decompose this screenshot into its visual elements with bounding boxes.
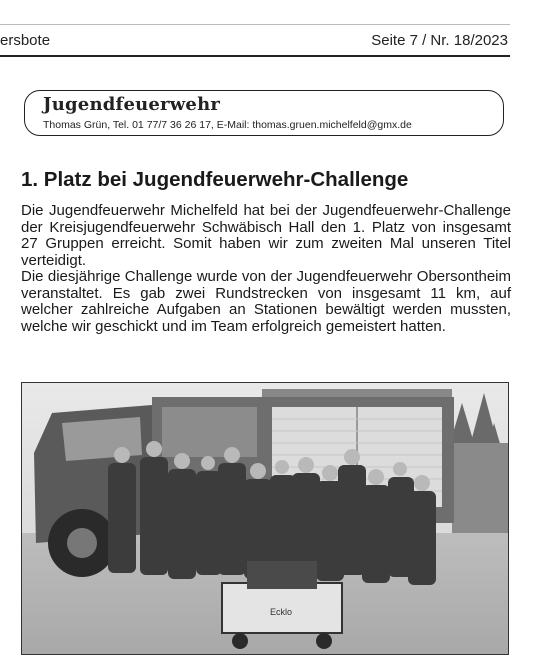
section-header-box	[24, 90, 504, 136]
article-paragraph: Die diesjährige Challenge wurde von der Jugendfeuerwehr Obersontheim veranstaltet. Es gab zwei Rundstrecken von insgesamt 11 km, auf welcher zahlreiche Aufgaben an Stationen bewältigt werden mussten, welche wir geschickt und im Team erfolgreich gemeistert hatten.	[21, 268, 511, 335]
cart-label: Ecklo	[270, 607, 293, 617]
publication-name: ersbote	[0, 32, 51, 49]
header-rule	[0, 55, 510, 57]
article-body	[21, 203, 511, 335]
group-photo	[21, 382, 509, 655]
section-contact: Thomas Grün, Tel. 01 77/7 36 26 17, E-Mail: thomas.gruen.michelfeld@gmx.de	[43, 119, 412, 131]
article-headline: 1. Platz bei Jugendfeuerwehr-Challenge	[21, 168, 409, 191]
header-top-rule	[0, 24, 510, 25]
photo-illustration	[22, 383, 509, 655]
article-paragraph: Die Jugendfeuerwehr Michelfeld hat bei der Jugendfeuerwehr-Challenge der Kreisjugendfeuerwehr Schwäbisch Hall den 1. Platz von insgesamt 27 Gruppen erreicht. Somit haben wir zum zweiten Mal unseren Titel verteidigt.	[21, 202, 511, 269]
section-title: Jugendfeuerwehr	[43, 94, 221, 115]
page-number: Seite 7 / Nr. 18/2023	[371, 32, 508, 49]
